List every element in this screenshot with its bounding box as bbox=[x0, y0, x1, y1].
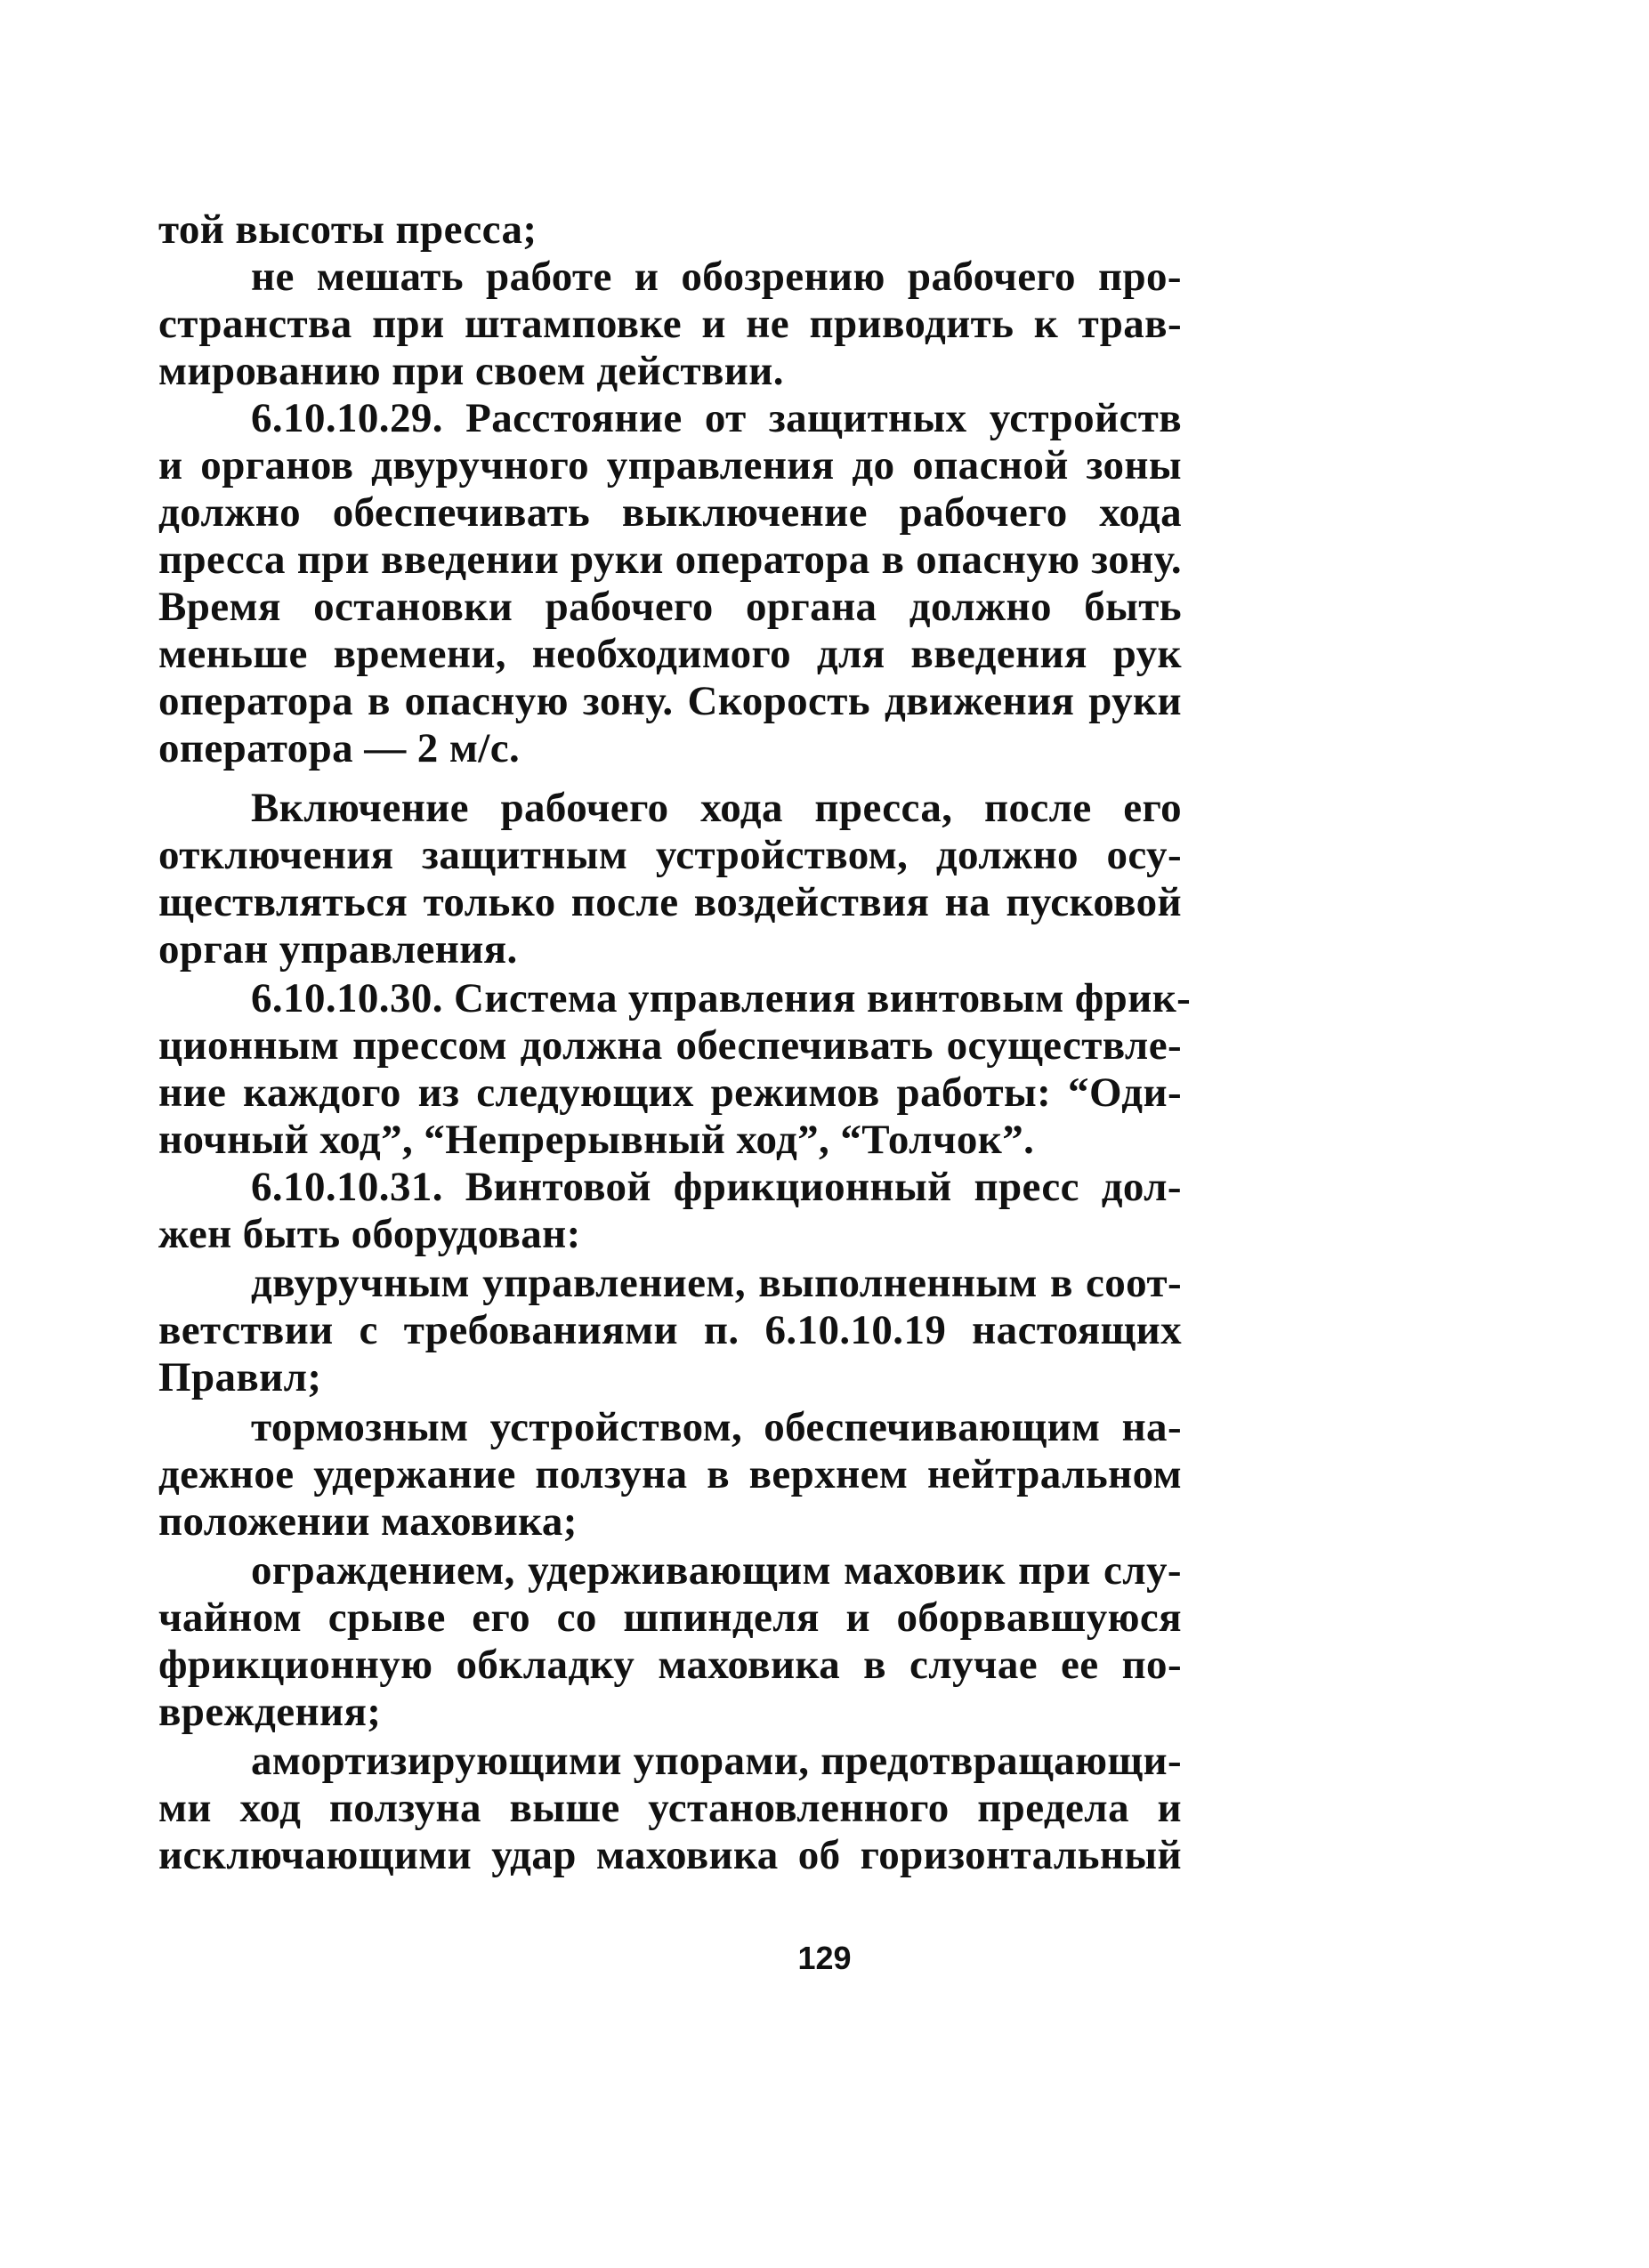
text-line: оператора — 2 м/с. bbox=[158, 725, 521, 771]
text-line: отключения защитным устройством, должно осу- bbox=[158, 832, 1182, 878]
text-line: той высоты пресса; bbox=[158, 206, 538, 253]
text-line: Время остановки рабочего органа должно быть bbox=[158, 584, 1182, 630]
text-line: 6.10.10.31. Винтовой фрикционный пресс дол- bbox=[251, 1164, 1182, 1210]
text-line: пресса при введении руки оператора в опасную зону. bbox=[158, 537, 1182, 583]
text-line: оператора в опасную зону. Скорость движения руки bbox=[158, 678, 1182, 724]
text-line: меньше времени, необходимого для введения рук bbox=[158, 631, 1182, 677]
text-line: странства при штамповке и не приводить к трав- bbox=[158, 301, 1182, 347]
text-line: Правил; bbox=[158, 1354, 322, 1400]
text-line: исключающими удар маховика об горизонтальный bbox=[158, 1832, 1182, 1878]
text-line: ние каждого из следующих режимов работы: “Оди- bbox=[158, 1069, 1182, 1116]
text-line: ограждением, удерживающим маховик при слу- bbox=[251, 1547, 1182, 1594]
text-line: жен быть оборудован: bbox=[158, 1211, 581, 1257]
text-line: амортизирующими упорами, предотвращающи- bbox=[251, 1738, 1182, 1784]
text-line: ветствии с требованиями п. 6.10.10.19 настоящих bbox=[158, 1307, 1182, 1353]
page-number: 129 bbox=[797, 1940, 852, 1976]
text-line: двуручным управлением, выполненным в соот- bbox=[251, 1260, 1182, 1306]
text-line: тормозным устройством, обеспечивающим на- bbox=[251, 1404, 1182, 1450]
text-line: ми ход ползуна выше установленного предела и bbox=[158, 1785, 1182, 1831]
text-line: мированию при своем действии. bbox=[158, 348, 784, 394]
text-line: ночный ход”, “Непрерывный ход”, “Толчок”. bbox=[158, 1117, 1035, 1163]
text-line: 6.10.10.29. Расстояние от защитных устройств bbox=[251, 395, 1182, 441]
text-line: должно обеспечивать выключение рабочего хода bbox=[158, 489, 1182, 536]
text-line: чайном срыве его со шпинделя и оборвавшуюся bbox=[158, 1594, 1182, 1641]
text-line: не мешать работе и обозрению рабочего про- bbox=[251, 254, 1182, 300]
text-line: орган управления. bbox=[158, 926, 518, 973]
text-line: дежное удержание ползуна в верхнем нейтральном bbox=[158, 1451, 1182, 1497]
text-line: и органов двуручного управления до опасной зоны bbox=[158, 442, 1182, 488]
text-line: ционным прессом должна обеспечивать осуществле- bbox=[158, 1022, 1182, 1069]
text-line: фрикционную обкладку маховика в случае ее по- bbox=[158, 1642, 1182, 1688]
text-line: положении маховика; bbox=[158, 1498, 578, 1545]
text-line: вреждения; bbox=[158, 1689, 382, 1735]
text-line: 6.10.10.30. Система управления винтовым фрик- bbox=[251, 975, 1192, 1021]
text-line: Включение рабочего хода пресса, после его bbox=[251, 785, 1182, 831]
text-line: ществляться только после воздействия на пусковой bbox=[158, 879, 1182, 925]
